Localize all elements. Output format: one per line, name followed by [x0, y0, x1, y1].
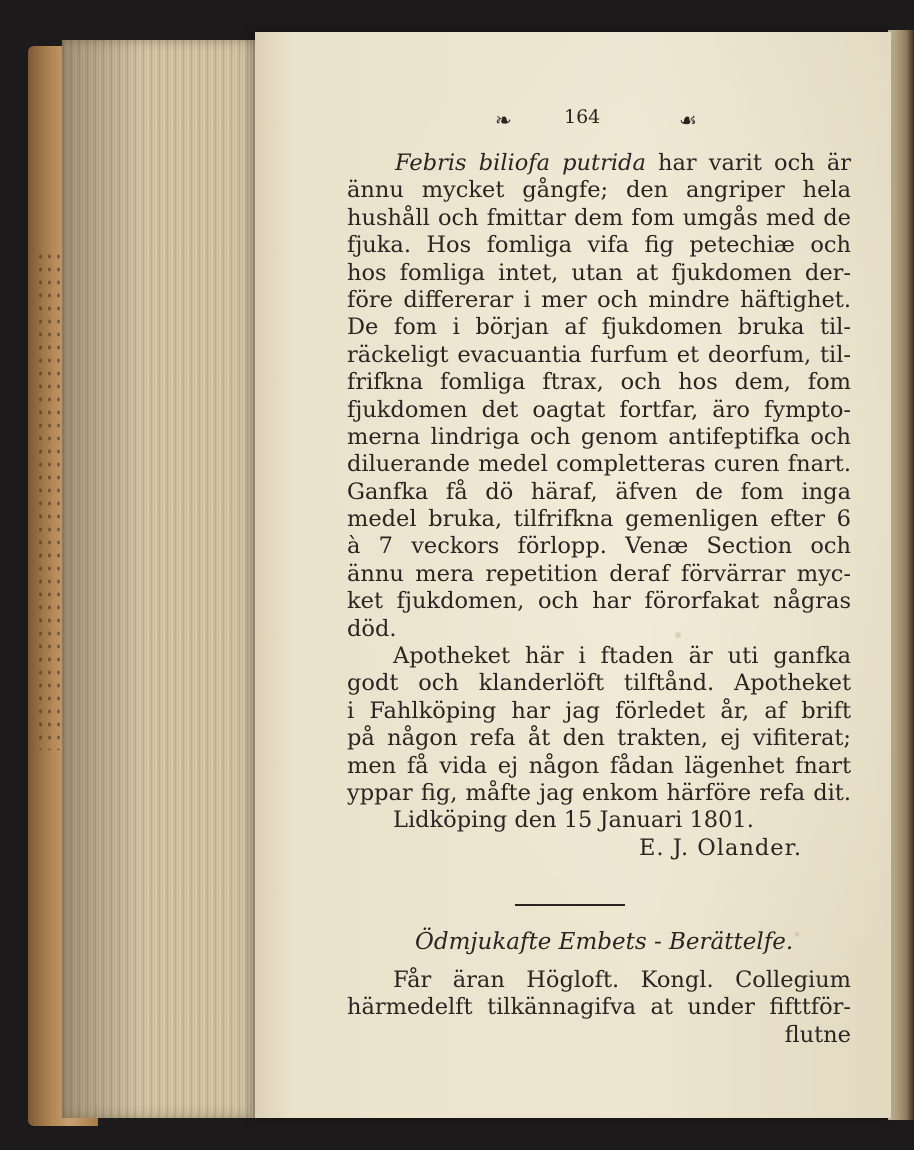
- text-line: härmedelft tilkännagifva at under fifttför-: [347, 994, 851, 1021]
- page-number: 164: [564, 106, 601, 128]
- place-date-line: Lidköping den 15 Januari 1801.: [393, 807, 754, 834]
- book-page: [255, 32, 891, 1118]
- text-line: merna lindriga och genom antifeptifka och: [347, 423, 851, 450]
- text-line: före differerar i mer och mindre häftighet.: [347, 286, 851, 313]
- page-header: [255, 102, 891, 132]
- text-line: medel bruka, tilfrifkna gemenligen efter 6: [347, 506, 851, 533]
- text-line: hos fomliga intet, utan at fjukdomen der-: [347, 259, 851, 286]
- text-line: Får äran Högloft. Kongl. Collegium: [393, 967, 851, 993]
- text-line: räckeligt evacuantia furfum et deorfum, til-: [347, 341, 851, 368]
- text-line: frifkna fomliga ftrax, och hos dem, fom: [347, 369, 851, 396]
- section-divider: [515, 904, 625, 910]
- text-line: Apotheket här i ftaden är uti ganfka: [393, 643, 851, 670]
- section-text-block: [347, 966, 851, 1048]
- page-right-edge: [888, 30, 914, 1120]
- text-line: Febris biliofa putrida har varit och är: [395, 150, 851, 176]
- signature-line: E. J. Olander.: [639, 834, 803, 861]
- main-text-block: [347, 150, 851, 862]
- text-line: Ganfka få dö häraf, äfven de fom inga: [347, 478, 851, 505]
- text-line: ket fjukdomen, och har förorfakat någras: [347, 588, 851, 615]
- ornament-right-icon: ☙: [679, 108, 695, 132]
- text-line: yppar fig, måfte jag enkom härföre refa dit.: [347, 779, 851, 806]
- text-line: hushåll och fmittar dem fom umgås med de: [347, 204, 851, 231]
- text-line: i Fahlköping har jag förledet år, af brift: [347, 697, 851, 724]
- ornament-left-icon: ❧: [495, 108, 510, 132]
- text-line: à 7 veckors förlopp. Venæ Section och: [347, 533, 851, 560]
- catchword: flutne: [784, 1021, 851, 1048]
- text-line: De fom i början af fjukdomen bruka til-: [347, 314, 851, 341]
- text-line: på någon refa åt den trakten, ej vifiterat;: [347, 725, 851, 752]
- text-line: död.: [347, 615, 397, 642]
- text-line: ännu mycket gångfe; den angriper hela: [347, 177, 851, 204]
- text-line: ännu mera repetition deraf förvärrar myc-: [347, 560, 851, 587]
- text-line: fjuka. Hos fomliga vifa fig petechiæ och: [347, 232, 851, 259]
- text-line: men få vida ej någon fådan lägenhet fnart: [347, 752, 851, 779]
- text-line: fjukdomen det oagtat fortfar, äro fympto-: [347, 396, 851, 423]
- page-stack-edges: [62, 40, 262, 1118]
- section-title: Ödmjukafte Embets - Berättelfe.: [415, 929, 794, 955]
- text-line: godt och klanderlöft tilftånd. Apotheket: [347, 670, 851, 697]
- text-line: diluerande medel completteras curen fnart.: [347, 451, 851, 478]
